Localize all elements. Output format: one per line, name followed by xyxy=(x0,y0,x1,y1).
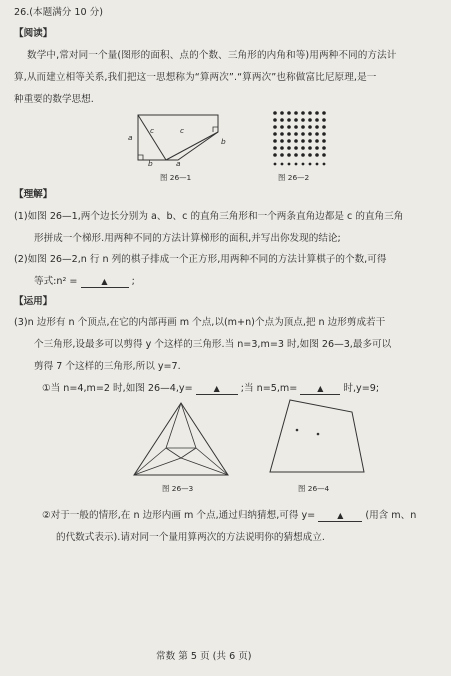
fig2-caption: 图 26—2 xyxy=(278,173,310,182)
grid-dot xyxy=(287,118,291,122)
grid-dot xyxy=(294,153,298,157)
apply-heading: 【运用】 xyxy=(14,296,53,307)
reading-paragraph-line1: 数学中,常对同一个量(图形的面积、点的个数、三角形的内角和等)用两种不同的方法计 xyxy=(27,50,397,61)
grid-dot xyxy=(315,125,319,129)
sub1-line xyxy=(42,382,379,395)
grid-dot xyxy=(308,111,312,115)
grid-dot xyxy=(280,139,284,143)
grid-dot xyxy=(301,139,305,143)
answer-blank-sub1-m[interactable] xyxy=(300,384,340,395)
grid-dot xyxy=(315,118,319,122)
grid-dot xyxy=(315,153,319,157)
grid-dot xyxy=(315,146,319,150)
figure-26-3 xyxy=(126,400,236,480)
grid-dot xyxy=(273,111,277,115)
grid-dot xyxy=(301,111,305,115)
grid-dot xyxy=(301,132,305,136)
grid-dot xyxy=(308,132,312,136)
sub1-part-a: ①当 n=4,m=2 时,如图 26—4,y= xyxy=(42,383,193,394)
triangle-marker-icon: ▲ xyxy=(213,384,220,393)
grid-dot xyxy=(316,163,319,166)
grid-dot xyxy=(308,118,312,122)
grid-dot xyxy=(273,125,277,129)
figure-26-4 xyxy=(262,396,372,476)
grid-dot xyxy=(315,111,319,115)
grid-dot xyxy=(281,163,284,166)
sub1-part-b: ;当 n=5,m= xyxy=(240,383,298,394)
grid-dot xyxy=(308,146,312,150)
q3-line1: (3)n 边形有 n 个顶点,在它的内部再画 m 个点,以(m+n)个点为顶点,把 n 边形剪成若干 xyxy=(14,317,386,328)
grid-dot xyxy=(294,111,298,115)
grid-dot xyxy=(323,163,326,166)
fig4-caption: 图 26—4 xyxy=(298,484,330,493)
grid-dot xyxy=(280,111,284,115)
grid-dot xyxy=(274,163,277,166)
q3-line2: 个三角形,设最多可以剪得 y 个这样的三角形.当 n=3,m=3 时,如图 26—3,最多可以 xyxy=(34,339,392,350)
grid-dot xyxy=(301,118,305,122)
q2-line2-suffix: ; xyxy=(131,276,135,287)
grid-dot xyxy=(322,146,326,150)
grid-dot xyxy=(308,153,312,157)
grid-dot xyxy=(322,139,326,143)
question-title: 26.(本题满分 10 分) xyxy=(14,7,104,18)
grid-dot xyxy=(288,163,291,166)
grid-dot xyxy=(273,153,277,157)
sub2-part-b: (用含 m、n xyxy=(365,510,417,521)
grid-dot xyxy=(280,146,284,150)
grid-dot xyxy=(294,118,298,122)
fig1-label-b-bottom: b xyxy=(148,159,153,168)
grid-dot xyxy=(308,139,312,143)
grid-dot xyxy=(322,153,326,157)
grid-dot xyxy=(315,139,319,143)
fig1-label-a-left: a xyxy=(128,133,133,142)
reading-paragraph-line3: 种重要的数学思想. xyxy=(14,94,94,105)
q1-line1: (1)如图 26—1,两个边长分别为 a、b、c 的直角三角形和一个两条直角边都是 c 的直角三角 xyxy=(14,211,404,222)
triangle-marker-icon: ▲ xyxy=(101,277,108,286)
grid-dot xyxy=(273,146,277,150)
grid-dot xyxy=(295,163,298,166)
grid-dot xyxy=(301,153,305,157)
grid-dot xyxy=(287,153,291,157)
sub1-part-c: 时,y=9; xyxy=(343,383,380,394)
grid-dot xyxy=(301,125,305,129)
understand-heading: 【理解】 xyxy=(14,189,53,200)
q2-line2 xyxy=(34,275,135,288)
q2-line2-prefix: 等式:n² = xyxy=(34,276,78,287)
triangle-marker-icon: ▲ xyxy=(337,511,344,520)
fig1-caption: 图 26—1 xyxy=(160,173,192,182)
grid-dot xyxy=(287,111,291,115)
grid-dot xyxy=(280,153,284,157)
sub2-line1 xyxy=(42,509,416,522)
grid-dot xyxy=(273,132,277,136)
answer-blank-q2[interactable] xyxy=(81,277,129,288)
answer-blank-sub1-y[interactable] xyxy=(196,384,238,395)
q2-line1: (2)如图 26—2,n 行 n 列的棋子排成一个正方形,用两种不同的方法计算棋子的个数,可得 xyxy=(14,254,387,265)
sub2-line2: 的代数式表示).请对同一个量用算两次的方法说明你的猜想成立. xyxy=(56,532,325,543)
grid-dot xyxy=(287,139,291,143)
grid-dot xyxy=(315,132,319,136)
sub2-part-a: ②对于一般的情形,在 n 边形内画 m 个点,通过归纳猜想,可得 y= xyxy=(42,510,316,521)
grid-dot xyxy=(322,132,326,136)
grid-dot xyxy=(322,111,326,115)
fig1-label-c-right: c xyxy=(180,126,185,135)
grid-dot xyxy=(302,163,305,166)
grid-dot xyxy=(273,139,277,143)
grid-dot xyxy=(294,125,298,129)
grid-dot xyxy=(322,125,326,129)
grid-dot xyxy=(287,146,291,150)
answer-blank-sub2[interactable] xyxy=(318,511,362,522)
reading-heading: 【阅读】 xyxy=(14,28,53,39)
grid-dot xyxy=(287,132,291,136)
grid-dot xyxy=(287,125,291,129)
q1-line2: 形拼成一个梯形.用两种不同的方法计算梯形的面积,并写出你发现的结论; xyxy=(34,233,341,244)
grid-dot xyxy=(294,139,298,143)
grid-dot xyxy=(301,146,305,150)
triangle-marker-icon: ▲ xyxy=(317,384,324,393)
reading-paragraph-line2: 算,从而建立相等关系,我们把这一思想称为“算两次”.“算两次”也称做富比尼原理,是一 xyxy=(14,72,377,83)
grid-dot xyxy=(322,118,326,122)
q3-line3: 剪得 7 个这样的三角形,所以 y=7. xyxy=(34,361,181,372)
fig1-label-b-right: b xyxy=(221,137,226,146)
fig1-label-a-bottom: a xyxy=(176,159,181,168)
grid-dot xyxy=(280,132,284,136)
grid-dot xyxy=(273,118,277,122)
grid-dot xyxy=(308,125,312,129)
fig3-caption: 图 26—3 xyxy=(162,484,194,493)
figure-26-2 xyxy=(270,108,330,168)
fig1-label-c-left: c xyxy=(150,126,155,135)
grid-dot xyxy=(280,125,284,129)
page-footer: 常数 第 5 页 (共 6 页) xyxy=(156,651,252,662)
grid-dot xyxy=(309,163,312,166)
grid-dot xyxy=(294,132,298,136)
grid-dot xyxy=(294,146,298,150)
grid-dot xyxy=(280,118,284,122)
